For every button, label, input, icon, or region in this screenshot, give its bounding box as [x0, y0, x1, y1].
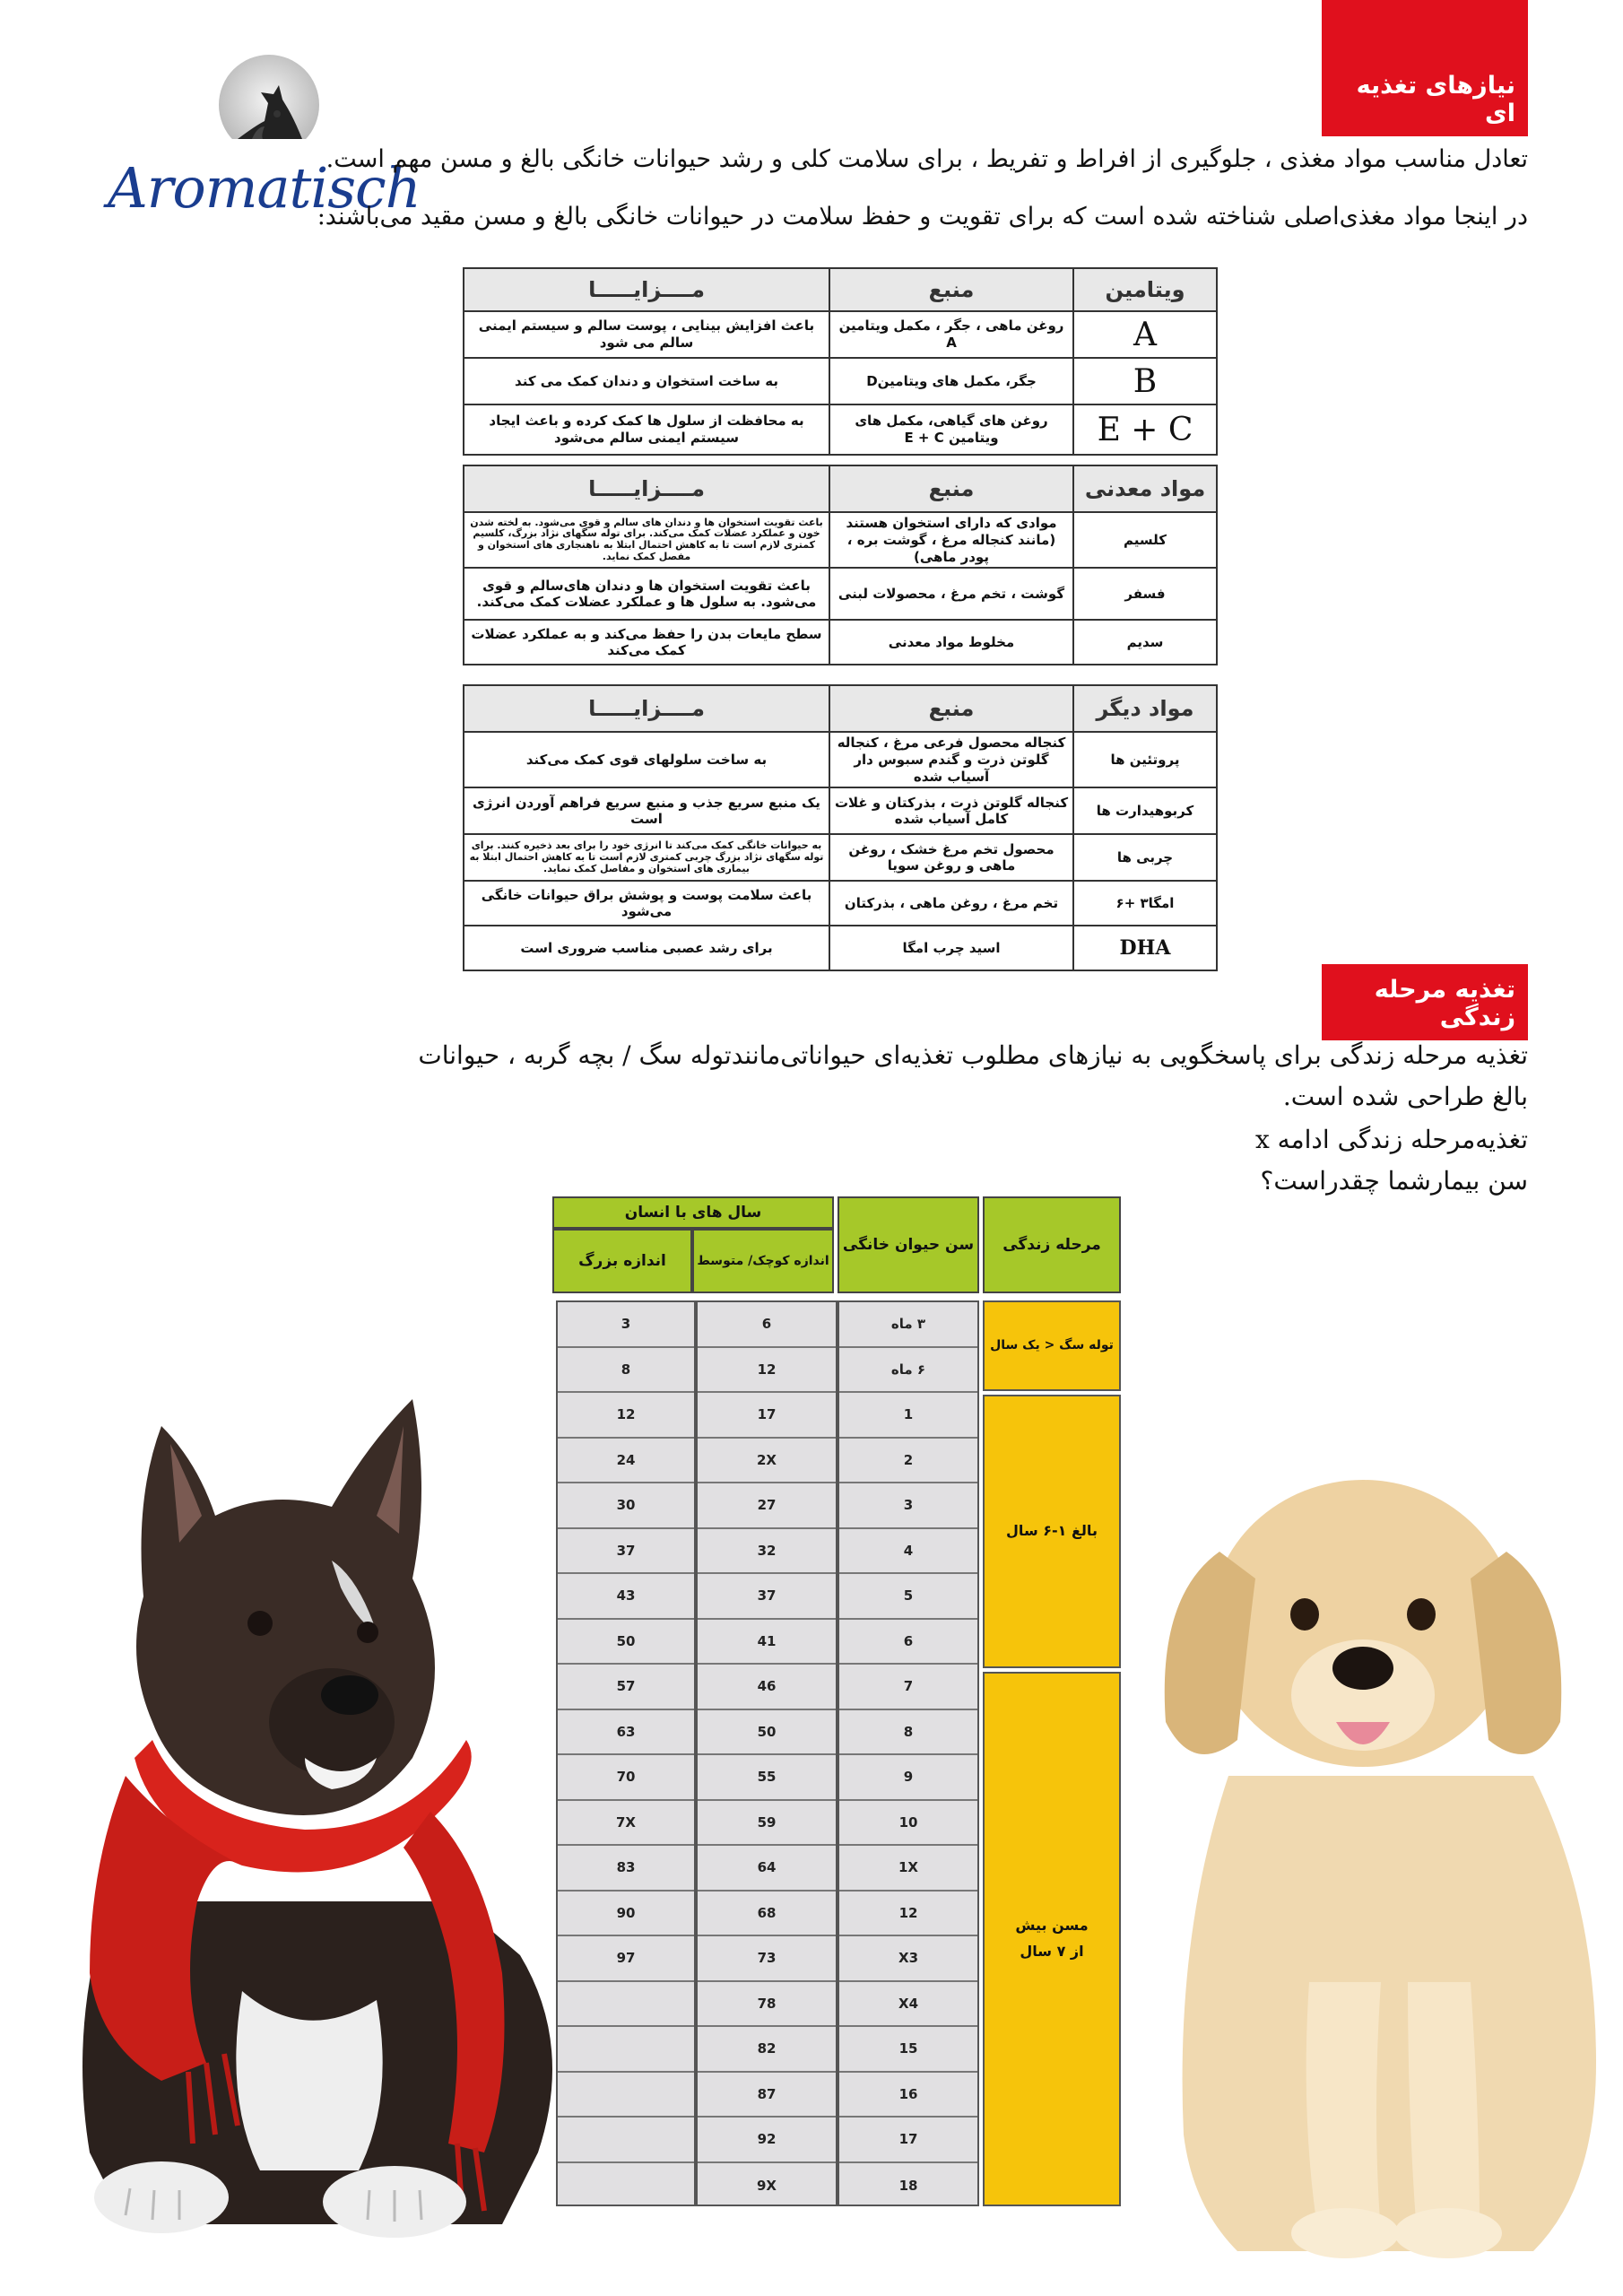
minerals-header-benefit: مــــزایـــــا	[464, 465, 829, 512]
mineral-benefit: باعث تقویت استخوان ها و دندان های‌سالم و قوی می‌شود. به سلول ها و عملکرد عضلات کمک می‌کند.	[464, 568, 829, 620]
large-age-cell	[558, 2027, 694, 2073]
lifestage-line-4: سن بیمارشما چقدراست؟	[1260, 1166, 1528, 1196]
vitamins-header-name: ویتامین	[1073, 268, 1217, 311]
nutrient-source: کنجاله گلوتن ذرت ، بذرکتان و غلات کامل آسیاب شده	[829, 787, 1073, 834]
golden-puppy-illustration	[1112, 1399, 1623, 2260]
pet-age-cell: 8	[839, 1710, 977, 1756]
small-age-cell: 41	[698, 1620, 836, 1665]
small-age-cell: 55	[698, 1755, 836, 1801]
large-age-cell: 37	[558, 1529, 694, 1575]
pet-age-cell: 9	[839, 1755, 977, 1801]
mineral-source: موادی که دارای استخوان هستند (مانند کنجاله مرغ ، گوشت بره ، پودر ماهی)	[829, 512, 1073, 568]
pet-age-cell: 1X	[839, 1846, 977, 1892]
pet-age-cell: 2	[839, 1439, 977, 1484]
human-years-header: سال های با انسان	[552, 1196, 834, 1229]
table-row	[464, 512, 1217, 568]
nutrient-name: DHA	[1073, 926, 1217, 970]
large-age-cell	[558, 2073, 694, 2118]
large-size-header: اندازه بزرگ	[552, 1229, 692, 1293]
pet-age-cell: X3	[839, 1936, 977, 1982]
large-age-cell: 12	[558, 1393, 694, 1439]
mineral-name: کلسیم	[1073, 512, 1217, 568]
pet-age-cell: 17	[839, 2118, 977, 2163]
large-age-cell	[558, 2163, 694, 2209]
pet-age-cell: 12	[839, 1892, 977, 1937]
mineral-benefit: باعث تقویت استخوان ها و دندان های سالم و قوی می‌شود. به لخته شدن خون و عملکرد عضلات کمک می‌کند. برای توله سگهای نژاد بزرگ، کلسیم کمتری لازم است تا به کاهش احتمال ابتلا به ناهنجاری های استخوان و مفصل کمک نماید.	[464, 512, 829, 568]
mineral-source: مخلوط مواد معدنی	[829, 620, 1073, 665]
large-age-cell	[558, 1982, 694, 2028]
nutrient-source: اسید چرب امگا	[829, 926, 1073, 970]
pet-age-cell: 4	[839, 1529, 977, 1575]
vitamin-benefit: به محافظت از سلول ها کمک کرده و باعث ایجاد سیستم ایمنی سالم می‌شود	[464, 404, 829, 455]
minerals-table	[463, 465, 1218, 665]
nutrient-name: کربوهیدارت ها	[1073, 787, 1217, 834]
nutrient-name: چربی ها	[1073, 834, 1217, 881]
vitamin-name: E + C	[1073, 404, 1217, 455]
small-age-cell: 59	[698, 1801, 836, 1847]
pet-age-cell: 10	[839, 1801, 977, 1847]
small-age-cell: 32	[698, 1529, 836, 1575]
large-age-cell: 30	[558, 1483, 694, 1529]
large-age-cell: 57	[558, 1665, 694, 1710]
large-age-cell: 90	[558, 1892, 694, 1937]
large-age-cell: 70	[558, 1755, 694, 1801]
large-age-cell: 97	[558, 1936, 694, 1982]
small-age-cell: 17	[698, 1393, 836, 1439]
table-row	[464, 358, 1217, 404]
small-age-cell: 6	[698, 1302, 836, 1348]
nutrient-benefit: برای رشد عصبی مناسب ضروری است	[464, 926, 829, 970]
stage-puppy: توله سگ < یک سال	[983, 1300, 1121, 1391]
nutrient-source: کنجاله محصول فرعی مرغ ، کنجاله گلوتن ذرت و گندم سبوس دار آسیاب شده	[829, 732, 1073, 787]
lifestage-line-3: تغذیه‌مرحله زندگی ادامه x	[1254, 1125, 1528, 1154]
small-age-cell: 46	[698, 1665, 836, 1710]
vitamin-benefit: به ساخت استخوان و دندان کمک می کند	[464, 358, 829, 404]
small-age-cell: 64	[698, 1846, 836, 1892]
vitamins-header-source: منبع	[829, 268, 1073, 311]
pet-age-cell: 3	[839, 1483, 977, 1529]
nutrient-benefit: یک منبع سریع جذب و منبع سریع فراهم آوردن انرژی است	[464, 787, 829, 834]
mineral-benefit: سطح مایعات بدن را حفظ می‌کند و به عملکرد عضلات کمک می‌کند	[464, 620, 829, 665]
pet-age-cell: 6	[839, 1620, 977, 1665]
pet-age-header: سن حیوان خانگی	[838, 1196, 979, 1293]
life-stage-header: مرحله زندگی	[983, 1196, 1121, 1293]
small-age-cell: 27	[698, 1483, 836, 1529]
large-age-cell: 43	[558, 1574, 694, 1620]
pet-age-cell: ۳ ماه	[839, 1302, 977, 1348]
nutrient-source: محصول تخم مرغ خشک ، روغن ماهی و روغن سویا	[829, 834, 1073, 881]
table-row	[464, 732, 1217, 787]
mineral-name: سدیم	[1073, 620, 1217, 665]
mineral-source: گوشت ، تخم مرغ ، محصولات لبنی	[829, 568, 1073, 620]
brand-logo	[108, 49, 421, 229]
vitamin-benefit: باعث افزایش بینایی ، پوست سالم و سیستم ایمنی سالم می شود	[464, 311, 829, 358]
minerals-header-name: مواد معدنی	[1073, 465, 1217, 512]
table-row	[464, 881, 1217, 926]
nutrient-benefit: به ساخت سلولهای قوی کمک می‌کند	[464, 732, 829, 787]
small-age-cell: 87	[698, 2073, 836, 2118]
table-row	[464, 787, 1217, 834]
nutrient-benefit: به حیوانات خانگی کمک می‌کند تا انرژی خود را برای بعد ذخیره کنند. برای توله سگهای نژاد بزرگ چربی کمتری لازم است تا به کاهش احتمال ابتلا به بیماری های استخوان و مفاصل کمک نماید.	[464, 834, 829, 881]
large-age-cell: 83	[558, 1846, 694, 1892]
table-row	[464, 620, 1217, 665]
mineral-name: فسفر	[1073, 568, 1217, 620]
intro-line-2: در اینجا مواد مغذی‌اصلی شناخته شده است که برای تقویت و حفظ سلامت در حیوانات خانگی بالغ و مسن مقید می‌باشند:	[317, 203, 1528, 230]
table-row	[464, 311, 1217, 358]
large-age-cell: 7X	[558, 1801, 694, 1847]
small-age-cell: 78	[698, 1982, 836, 2028]
nutrient-benefit: باعث سلامت پوست و پوشش براق حیوانات خانگی می‌شود	[464, 881, 829, 926]
small-age-cell: 82	[698, 2027, 836, 2073]
vitamin-source: روغن های گیاهی، مکمل های ویتامین E + C	[829, 404, 1073, 455]
large-age-cell	[558, 2118, 694, 2163]
large-size-column	[556, 1300, 696, 2206]
vitamin-name: B	[1073, 358, 1217, 404]
others-header-source: منبع	[829, 685, 1073, 732]
table-row	[464, 568, 1217, 620]
nutrient-name: امگا۳ +۶	[1073, 881, 1217, 926]
vitamins-table	[463, 267, 1218, 456]
large-age-cell: 63	[558, 1710, 694, 1756]
lifestage-line-1: تغذیه مرحله زندگی برای پاسخگویی به نیازهای مطلوب تغذیه‌ای حیواناتی‌مانندتوله سگ / بچه گربه ، حیوانات	[418, 1040, 1528, 1070]
large-age-cell: 24	[558, 1439, 694, 1484]
stage-adult: بالغ ۱-۶ سال	[983, 1395, 1121, 1668]
vitamin-source: جگر، مکمل های ویتامینD	[829, 358, 1073, 404]
vitamins-header-benefit: مــــزایـــــا	[464, 268, 829, 311]
pet-age-cell: 16	[839, 2073, 977, 2118]
small-medium-size-header: اندازه کوچک/ متوسط	[692, 1229, 834, 1293]
minerals-header-source: منبع	[829, 465, 1073, 512]
pet-age-cell: 1	[839, 1393, 977, 1439]
small-age-cell: 50	[698, 1710, 836, 1756]
pet-age-cell: 5	[839, 1574, 977, 1620]
table-row	[464, 404, 1217, 455]
stage-senior: مسن بیش از ۷ سال	[983, 1672, 1121, 2206]
vitamin-name: A	[1073, 311, 1217, 358]
vitamin-source: روغن ماهی ، جگر ، مکمل ویتامین A	[829, 311, 1073, 358]
small-age-cell: 12	[698, 1348, 836, 1394]
small-age-cell: 92	[698, 2118, 836, 2163]
pets-emblem-icon	[202, 49, 336, 157]
others-header-name: مواد دیگر	[1073, 685, 1217, 732]
table-row	[464, 834, 1217, 881]
small-age-cell: 68	[698, 1892, 836, 1937]
others-header-benefit: مــــزایـــــا	[464, 685, 829, 732]
nutrient-source: تخم مرغ ، روغن ماهی ، بذرکتان	[829, 881, 1073, 926]
pet-age-cell: ۶ ماه	[839, 1348, 977, 1394]
small-age-cell: 2X	[698, 1439, 836, 1484]
small-medium-column	[696, 1300, 838, 2206]
table-row	[464, 926, 1217, 970]
small-age-cell: 73	[698, 1936, 836, 1982]
other-nutrients-table	[463, 684, 1218, 971]
pet-age-column	[838, 1300, 979, 2206]
section-title-nutrition: نیازهای تغذیه ای	[1322, 0, 1528, 136]
pet-age-cell: 7	[839, 1665, 977, 1710]
large-age-cell: 3	[558, 1302, 694, 1348]
pet-age-cell: 18	[898, 2177, 918, 2194]
intro-line-1: تعادل مناسب مواد مغذی ، جلوگیری از افراط و تفریط ، برای سلامت کلی و رشد حیوانات خانگی بالغ و مسن مهم است.	[325, 145, 1528, 173]
pet-age-cell: 15	[839, 2027, 977, 2073]
large-age-cell: 8	[558, 1348, 694, 1394]
brand-name: Aromatisch	[108, 155, 421, 221]
dog-in-red-scarf-illustration	[36, 1363, 574, 2260]
small-age-cell: 9X	[757, 2177, 777, 2194]
small-age-cell: 37	[698, 1574, 836, 1620]
lifestage-line-2: بالغ طراحی شده است.	[1282, 1082, 1528, 1111]
section-title-lifestage: تغذیه مرحله زندگی	[1322, 964, 1528, 1040]
nutrient-name: پروتئین ها	[1073, 732, 1217, 787]
large-age-cell: 50	[558, 1620, 694, 1665]
pet-age-cell: X4	[839, 1982, 977, 2028]
